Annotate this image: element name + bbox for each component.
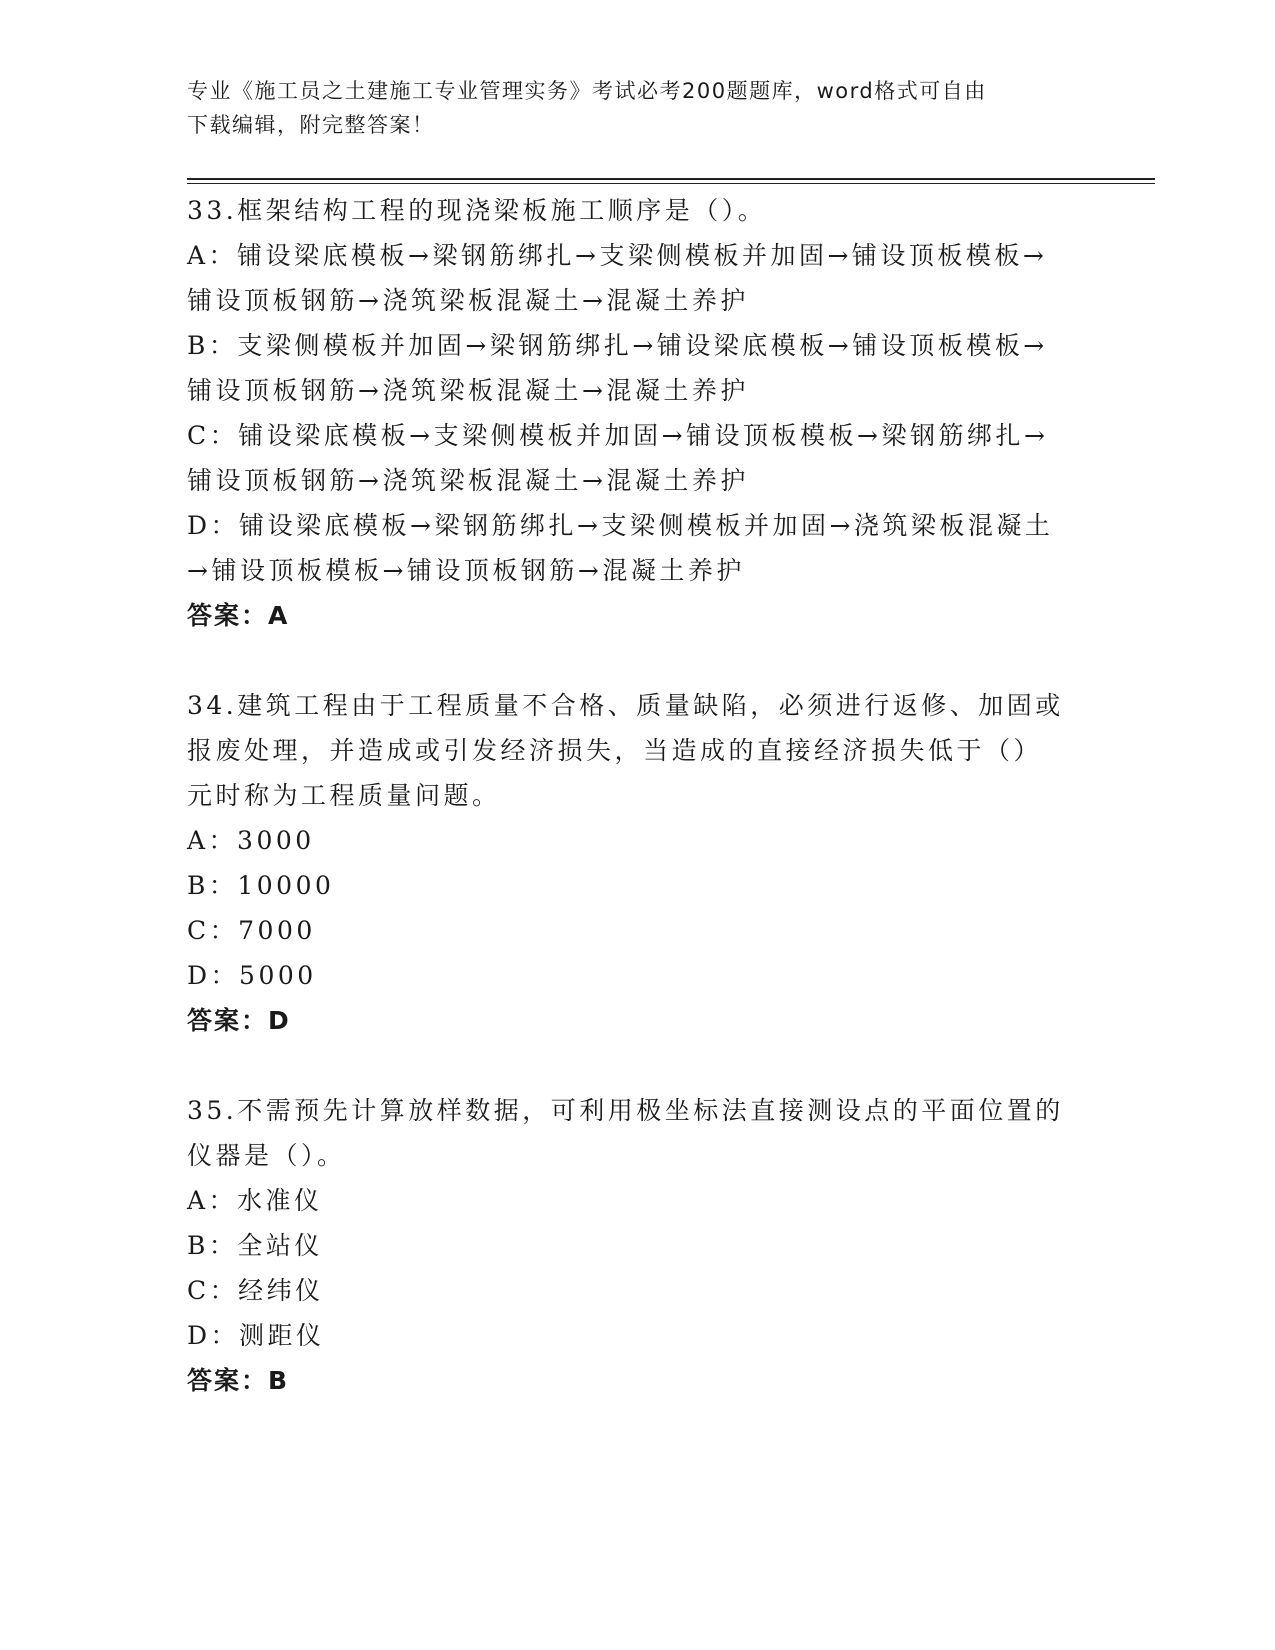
- option-a-line-1: A：铺设梁底模板→梁钢筋绑扎→支梁侧模板并加固→铺设顶板模板→: [187, 241, 1048, 270]
- option-d: D：5000: [187, 961, 317, 990]
- question-stem-line-2: 仪器是（）。: [187, 1141, 346, 1170]
- option-d-line-2: →铺设顶板模板→铺设顶板钢筋→混凝土养护: [187, 556, 745, 585]
- question-block: [187, 188, 1087, 638]
- answer-label: 答案：B: [187, 1366, 290, 1395]
- option-d: D：测距仪: [187, 1321, 325, 1350]
- question-stem-line-1: 34.建筑工程由于工程质量不合格、质量缺陷，必须进行返修、加固或: [187, 691, 1064, 720]
- option-b: B：10000: [187, 871, 335, 900]
- header-rule-thin: [187, 183, 1155, 184]
- option-c-line-2: 铺设顶板钢筋→浇筑梁板混凝土→混凝土养护: [187, 466, 749, 495]
- document-header: [187, 74, 1067, 142]
- spacer: [187, 638, 1087, 683]
- option-b: B：全站仪: [187, 1231, 323, 1260]
- question-stem: 33.框架结构工程的现浇梁板施工顺序是（）。: [187, 196, 767, 225]
- option-c: C：经纬仪: [187, 1276, 324, 1305]
- answer-label: 答案：D: [187, 1006, 291, 1035]
- option-a-line-2: 铺设顶板钢筋→浇筑梁板混凝土→混凝土养护: [187, 286, 749, 315]
- option-b-line-1: B：支梁侧模板并加固→梁钢筋绑扎→铺设梁底模板→铺设顶板模板→: [187, 331, 1048, 360]
- question-block: [187, 683, 1087, 1043]
- header-rule-thick: [187, 178, 1155, 180]
- option-b-line-2: 铺设顶板钢筋→浇筑梁板混凝土→混凝土养护: [187, 376, 749, 405]
- option-c: C：7000: [187, 916, 316, 945]
- option-a: A：3000: [187, 826, 315, 855]
- question-block: [187, 1088, 1087, 1403]
- option-c-line-1: C：铺设梁底模板→支梁侧模板并加固→铺设顶板模板→梁钢筋绑扎→: [187, 421, 1049, 450]
- question-stem-line-3: 元时称为工程质量问题。: [187, 781, 501, 810]
- question-list: [187, 188, 1087, 1403]
- option-d-line-1: D：铺设梁底模板→梁钢筋绑扎→支梁侧模板并加固→浇筑梁板混凝土: [187, 511, 1054, 540]
- option-a: A：水准仪: [187, 1186, 323, 1215]
- answer-label: 答案：A: [187, 601, 290, 630]
- spacer: [187, 1043, 1087, 1088]
- question-stem-line-2: 报废处理，并造成或引发经济损失，当造成的直接经济损失低于（）: [187, 736, 1043, 765]
- header-intro-line-2: 下载编辑，附完整答案！: [187, 113, 435, 137]
- header-intro-line-1: 专业《施工员之土建施工专业管理实务》考试必考200题题库，word格式可自由: [187, 79, 987, 103]
- question-stem-line-1: 35.不需预先计算放样数据，可利用极坐标法直接测设点的平面位置的: [187, 1096, 1064, 1125]
